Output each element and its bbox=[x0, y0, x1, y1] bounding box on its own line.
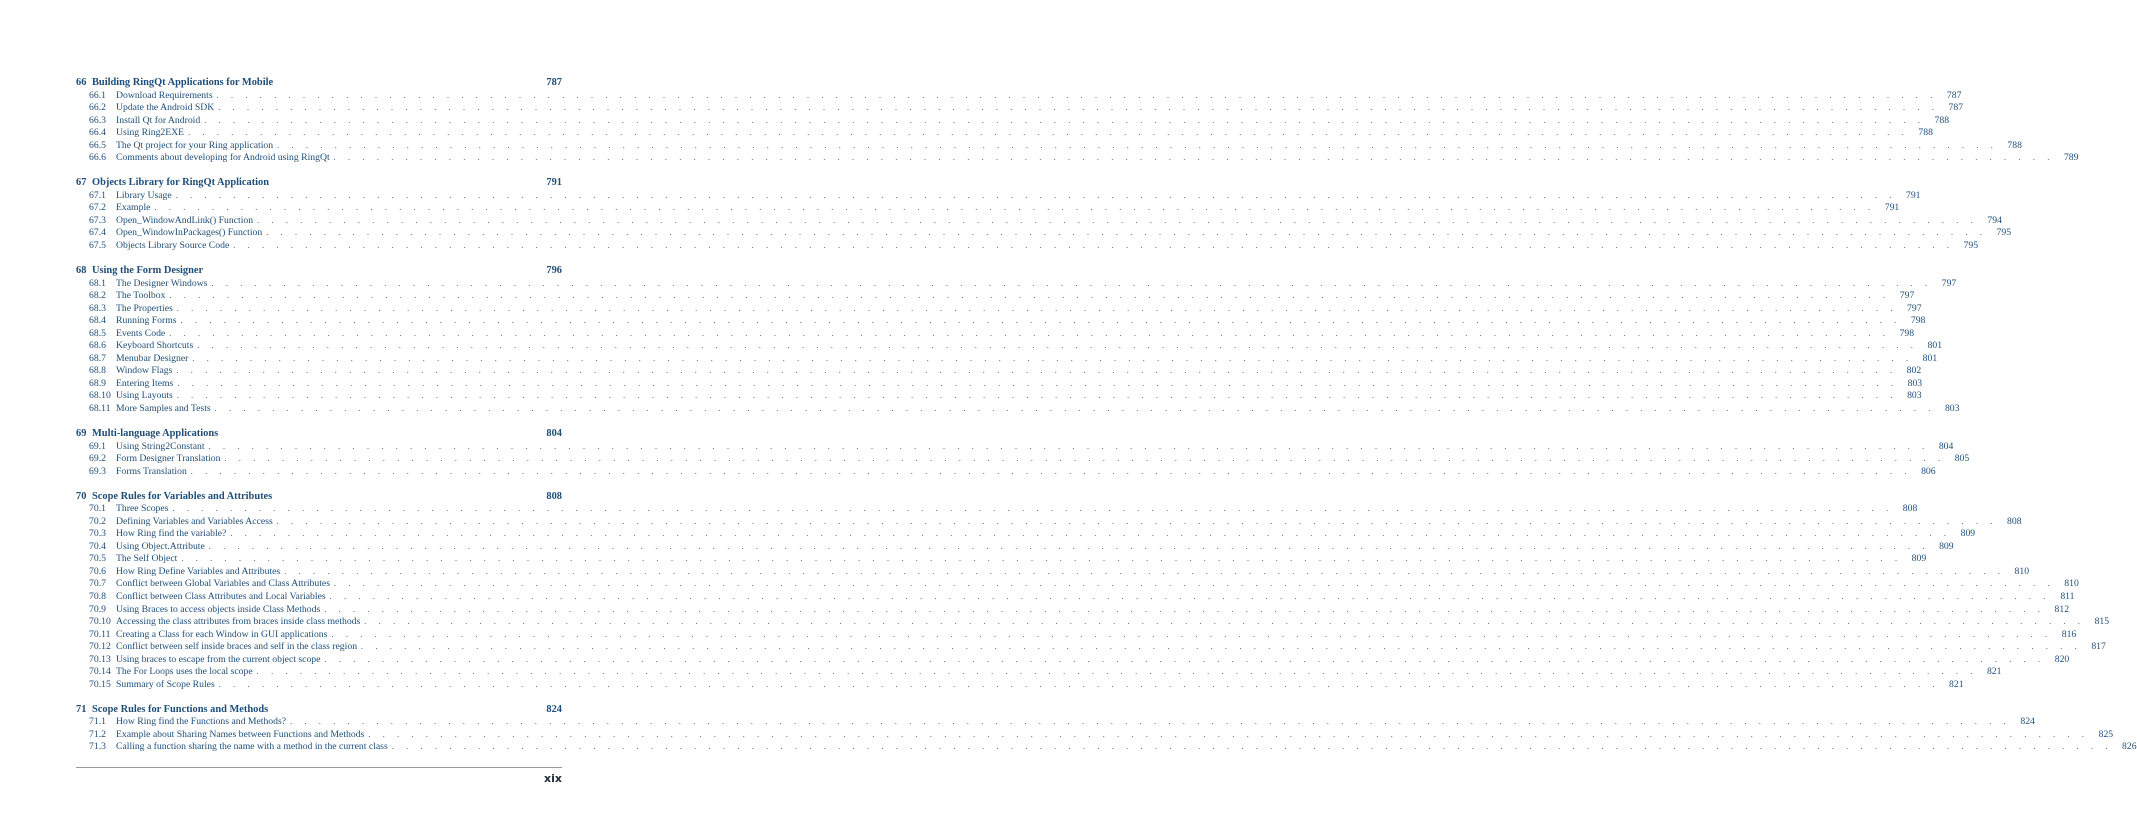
chapter-heading-link[interactable] bbox=[76, 490, 562, 503]
section-title: Entering Items bbox=[116, 377, 174, 389]
section-title: The Properties bbox=[116, 302, 173, 314]
section-number: 66.6 bbox=[89, 152, 106, 164]
section-number: 69.1 bbox=[89, 440, 106, 452]
section-link[interactable] bbox=[76, 728, 2114, 742]
section-link[interactable] bbox=[76, 127, 1933, 140]
section-page: 797 bbox=[1941, 277, 1957, 289]
footer-divider bbox=[76, 767, 562, 768]
section-number: 68.9 bbox=[89, 377, 106, 389]
section-number: 67.4 bbox=[89, 227, 106, 239]
section-link[interactable] bbox=[76, 352, 1938, 366]
section-page: 821 bbox=[1986, 666, 2002, 678]
section-number: 67.3 bbox=[89, 214, 106, 226]
section-link[interactable] bbox=[76, 741, 2137, 754]
chapter-number: 69 bbox=[76, 428, 87, 440]
section-title: Forms Translation bbox=[116, 465, 187, 477]
section-link[interactable] bbox=[76, 114, 1950, 128]
section-link[interactable] bbox=[76, 402, 1960, 416]
dot-leader: . . . . . . . . . . . . . . . . . . . . . . . . . . . . . . . . . . . . . . . . . . . . . . . . . . . . . . . . . . . . . . . . . . . . . . . . . . . . . . . . . . . . . . . . . . . . . . . . . . . . . . . . . . . . . . . . . . . . . . . . bbox=[204, 115, 1926, 125]
section-title: Update the Android SDK bbox=[116, 102, 215, 114]
section-title: More Samples and Tests bbox=[116, 402, 211, 414]
section-number: 68.11 bbox=[89, 402, 111, 414]
section-link[interactable] bbox=[76, 565, 2030, 579]
section-page: 808 bbox=[2007, 515, 2022, 527]
dot-leader: . . . . . . . . . . . . . . . . . . . . . . . . . . . . . . . . . . . . . . . . . . . . . . . . . . . . . . . . . . . . . . . . . . . . . . . . . . . . . . . . . . . . . . . . . . . . . . . . . . . . . . . . . . . . . . . . . . . . . . . . bbox=[284, 566, 2006, 576]
dot-leader: . . . . . . . . . . . . . . . . . . . . . . . . . . . . . . . . . . . . . . . . . . . . . . . . . . . . . . . . . . . . . . . . . . . . . . . . . . . . . . . . . . . . . . . . . . . . . . . . . . . . . . . . . . . . . . . . . . . . . . . . bbox=[176, 303, 1898, 313]
chapter-title: Scope Rules for Variables and Attributes bbox=[92, 490, 273, 502]
section-title: How Ring find the variable? bbox=[116, 528, 227, 540]
section-number: 68.2 bbox=[89, 290, 106, 302]
section-title: Download Requirements bbox=[116, 89, 213, 101]
section-link[interactable] bbox=[76, 616, 2110, 629]
section-number: 71.3 bbox=[89, 741, 106, 753]
dot-leader: . . . . . . . . . . . . . . . . . . . . . . . . . . . . . . . . . . . . . . . . . . . . . . . . . . . . . . . . . . . . . . . . . . . . . . . . . . . . . . . . . . . . . . . . . . . . . . . . . . . . . . . . . . . . . . . . . . . . . . . . bbox=[214, 403, 1936, 413]
section-title: Window Flags bbox=[116, 365, 173, 377]
section-link[interactable] bbox=[76, 277, 1957, 291]
section-number: 70.9 bbox=[89, 603, 106, 615]
dot-leader: . . . . . . . . . . . . . . . . . . . . . . . . . . . . . . . . . . . . . . . . . . . . . . . . . . . . . . . . . . . . . . . . . . . . . . . . . . . . . . . . . . . . . . . . . . . . . . . . . . . . . . . . . . . . . . . . . . . . . . . . bbox=[230, 529, 1952, 539]
section-page: 802 bbox=[1906, 365, 1922, 377]
section-page: 809 bbox=[1939, 540, 1954, 552]
chapter-entry bbox=[76, 427, 1970, 478]
section-number: 67.5 bbox=[89, 239, 106, 251]
section-title: Library Usage bbox=[116, 189, 172, 201]
section-link[interactable] bbox=[76, 239, 1979, 253]
section-page: 809 bbox=[1911, 553, 1927, 565]
section-link[interactable] bbox=[76, 578, 2079, 591]
section-link[interactable] bbox=[76, 189, 1921, 203]
section-number: 68.4 bbox=[89, 315, 106, 327]
section-title: Form Designer Translation bbox=[116, 453, 221, 465]
section-page: 797 bbox=[1907, 302, 1922, 314]
dot-leader: . . . . . . . . . . . . . . . . . . . . . . . . . . . . . . . . . . . . . . . . . . . . . . . . . . . . . . . . . . . . . . . . . . . . . . . . . . . . . . . . . . . . . . . . . . . . . . . . . . . . . . . . . . . . . . . . . . . . . . . . bbox=[208, 441, 1930, 451]
dot-leader: . . . . . . . . . . . . . . . . . . . . . . . . . . . . . . . . . . . . . . . . . . . . . . . . . . . . . . . . . . . . . . . . . . . . . . . . . . . . . . . . . . . . . . . . . . . . . . . . . . . . . . . . . . . . . . . . . . . . . . . . bbox=[218, 679, 1940, 689]
chapter-number: 66 bbox=[76, 77, 87, 88]
chapter-entry bbox=[76, 264, 1960, 416]
section-title: Conflict between self inside braces and self in the class region bbox=[116, 641, 358, 653]
section-page: 791 bbox=[1884, 202, 1900, 214]
dot-leader: . . . . . . . . . . . . . . . . . . . . . . . . . . . . . . . . . . . . . . . . . . . . . . . . . . . . . . . . . . . . . . . . . . . . . . . . . . . . . . . . . . . . . . . . . . . . . . . . . . . . . . . . . . . . . . . . . . . . . . . . bbox=[364, 617, 2086, 627]
section-number: 70.6 bbox=[89, 565, 106, 577]
chapter-title: Scope Rules for Functions and Methods bbox=[92, 703, 269, 715]
section-title: Calling a function sharing the name with a method in the current class bbox=[116, 741, 388, 753]
chapter-entry bbox=[76, 490, 2110, 692]
chapter-heading-link[interactable] bbox=[76, 76, 562, 89]
dot-leader: . . . . . . . . . . . . . . . . . . . . . . . . . . . . . . . . . . . . . . . . . . . . . . . . . . . . . . . . . . . . . . . . . . . . . . . . . . . . . . . . . . . . . . . . . . . . . . . . . . . . . . . . . . . . . . . . . . . . . . . . bbox=[276, 516, 1998, 526]
dot-leader: . . . . . . . . . . . . . . . . . . . . . . . . . . . . . . . . . . . . . . . . . . . . . . . . . . . . . . . . . . . . . . . . . . . . . . . . . . . . . . . . . . . . . . . . . . . . . . . . . . . . . . . . . . . . . . . . . . . . . . . . bbox=[211, 278, 1933, 288]
section-title: Defining Variables and Variables Access bbox=[116, 515, 273, 527]
section-page: 801 bbox=[1927, 340, 1943, 352]
section-page: 803 bbox=[1944, 402, 1960, 414]
section-title: Accessing the class attributes from braces inside class methods bbox=[116, 616, 361, 628]
chapter-page: 787 bbox=[546, 77, 562, 88]
dot-leader: . . . . . . . . . . . . . . . . . . . . . . . . . . . . . . . . . . . . . . . . . . . . . . . . . . . . . . . . . . . . . . . . . . . . . . . . . . . . . . . . . . . . . . . . . . . . . . . . . . . . . . . . . . . . . . . . . . . . . . . . bbox=[324, 604, 2046, 614]
dot-leader: . . . . . . . . . . . . . . . . . . . . . . . . . . . . . . . . . . . . . . . . . . . . . . . . . . . . . . . . . . . . . . . . . . . . . . . . . . . . . . . . . . . . . . . . . . . . . . . . . . . . . . . . . . . . . . . . . . . . . . . . bbox=[277, 140, 1998, 150]
section-page: 817 bbox=[2091, 641, 2106, 653]
section-title: Summary of Scope Rules bbox=[116, 678, 215, 690]
dot-leader: . . . . . . . . . . . . . . . . . . . . . . . . . . . . . . . . . . . . . . . . . . . . . . . . . . . . . . . . . . . . . . . . . . . . . . . . . . . . . . . . . . . . . . . . . . . . . . . . . . . . . . . . . . . . . . . . . . . . . . . . bbox=[256, 667, 1978, 677]
chapter-entry bbox=[76, 76, 2079, 165]
section-link[interactable] bbox=[76, 465, 1936, 479]
section-link[interactable] bbox=[76, 139, 2022, 153]
section-link[interactable] bbox=[76, 591, 2075, 604]
section-number: 69.3 bbox=[89, 465, 106, 477]
section-number: 70.3 bbox=[89, 528, 106, 540]
section-number: 70.14 bbox=[89, 666, 111, 678]
chapter-number: 68 bbox=[76, 265, 87, 277]
section-link[interactable] bbox=[76, 540, 1954, 554]
section-link[interactable] bbox=[76, 678, 1964, 692]
section-page: 795 bbox=[1963, 239, 1979, 251]
section-page: 815 bbox=[2094, 616, 2110, 628]
section-link[interactable] bbox=[76, 628, 2077, 642]
dot-leader: . . . . . . . . . . . . . . . . . . . . . . . . . . . . . . . . . . . . . . . . . . . . . . . . . . . . . . . . . . . . . . . . . . . . . . . . . . . . . . . . . . . . . . . . . . . . . . . . . . . . . . . . . . . . . . . . . . . . . . . . bbox=[331, 629, 2053, 639]
section-number: 68.3 bbox=[89, 302, 106, 314]
section-number: 70.12 bbox=[89, 641, 111, 653]
section-number: 71.1 bbox=[89, 716, 106, 728]
section-link[interactable] bbox=[76, 89, 1962, 103]
section-page: 805 bbox=[1954, 453, 1970, 465]
dot-leader: . . . . . . . . . . . . . . . . . . . . . . . . . . . . . . . . . . . . . . . . . . . . . . . . . . . . . . . . . . . . . . . . . . . . . . . . . . . . . . . . . . . . . . . . . . . . . . . . . . . . . . . . . . . . . . . . . . . . . . . . bbox=[172, 504, 1894, 514]
section-title: Install Qt for Android bbox=[116, 114, 201, 126]
section-link[interactable] bbox=[76, 202, 1900, 215]
dot-leader: . . . . . . . . . . . . . . . . . . . . . . . . . . . . . . . . . . . . . . . . . . . . . . . . . . . . . . . . . . . . . . . . . . . . . . . . . . . . . . . . . . . . . . . . . . . . . . . . . . . . . . . . . . . . . . . . . . . . . . . . bbox=[176, 366, 1898, 376]
section-title: Using Layouts bbox=[116, 390, 173, 402]
section-title: Creating a Class for each Window in GUI applications bbox=[116, 628, 328, 640]
section-title: Objects Library Source Code bbox=[116, 239, 230, 251]
section-link[interactable] bbox=[76, 553, 1927, 566]
section-page: 825 bbox=[2098, 728, 2114, 740]
chapter-entry bbox=[76, 703, 2137, 754]
dot-leader: . . . . . . . . . . . . . . . . . . . . . . . . . . . . . . . . . . . . . . . . . . . . . . . . . . . . . . . . . . . . . . . . . . . . . . . . . . . . . . . . . . . . . . . . . . . . . . . . . . . . . . . . . . . . . . . . . . . . . . . . bbox=[154, 203, 1876, 213]
dot-leader: . . . . . . . . . . . . . . . . . . . . . . . . . . . . . . . . . . . . . . . . . . . . . . . . . . . . . . . . . . . . . . . . . . . . . . . . . . . . . . . . . . . . . . . . . . . . . . . . . . . . . . . . . . . . . . . . . . . . . . . . bbox=[290, 717, 2011, 727]
dot-leader: . . . . . . . . . . . . . . . . . . . . . . . . . . . . . . . . . . . . . . . . . . . . . . . . . . . . . . . . . . . . . . . . . . . . . . . . . . . . . . . . . . . . . . . . . . . . . . . . . . . . . . . . . . . . . . . . . . . . . . . . bbox=[361, 642, 2082, 652]
section-link[interactable] bbox=[76, 102, 1964, 115]
section-page: 789 bbox=[2063, 152, 2079, 164]
section-link[interactable] bbox=[76, 327, 1915, 341]
section-link[interactable] bbox=[76, 152, 2079, 165]
dot-leader: . . . . . . . . . . . . . . . . . . . . . . . . . . . . . . . . . . . . . . . . . . . . . . . . . . . . . . . . . . . . . . . . . . . . . . . . . . . . . . . . . . . . . . . . . . . . . . . . . . . . . . . . . . . . . . . . . . . . . . . . bbox=[333, 579, 2055, 589]
section-title: Open_WindowAndLink() Function bbox=[116, 214, 254, 226]
section-link[interactable] bbox=[76, 315, 1926, 328]
section-number: 70.7 bbox=[89, 578, 106, 590]
dot-leader: . . . . . . . . . . . . . . . . . . . . . . . . . . . . . . . . . . . . . . . . . . . . . . . . . . . . . . . . . . . . . . . . . . . . . . . . . . . . . . . . . . . . . . . . . . . . . . . . . . . . . . . . . . . . . . . . . . . . . . . . bbox=[368, 729, 2090, 739]
section-number: 67.2 bbox=[89, 202, 106, 214]
section-title: Conflict between Class Attributes and Local Variables bbox=[116, 591, 326, 602]
chapter-number: 70 bbox=[76, 490, 87, 502]
section-link[interactable] bbox=[76, 666, 2002, 679]
section-number: 66.1 bbox=[89, 89, 106, 101]
section-number: 70.4 bbox=[89, 540, 106, 552]
section-link[interactable] bbox=[76, 290, 1915, 303]
section-number: 70.13 bbox=[89, 653, 111, 665]
chapter-title: Multi-language Applications bbox=[92, 428, 219, 440]
dot-leader: . . . . . . . . . . . . . . . . . . . . . . . . . . . . . . . . . . . . . . . . . . . . . . . . . . . . . . . . . . . . . . . . . . . . . . . . . . . . . . . . . . . . . . . . . . . . . . . . . . . . . . . . . . . . . . . . . . . . . . . . bbox=[180, 316, 1902, 326]
section-page: 798 bbox=[1899, 327, 1915, 339]
page-number: xix bbox=[544, 772, 562, 785]
section-link[interactable] bbox=[76, 440, 1954, 454]
section-page: 788 bbox=[1918, 127, 1933, 139]
section-page: 788 bbox=[2007, 139, 2022, 151]
chapter-page: 808 bbox=[546, 490, 562, 502]
dot-leader: . . . . . . . . . . . . . . . . . . . . . . . . . . . . . . . . . . . . . . . . . . . . . . . . . . . . . . . . . . . . . . . . . . . . . . . . . . . . . . . . . . . . . . . . . . . . . . . . . . . . . . . . . . . . . . . . . . . . . . . . bbox=[177, 378, 1899, 388]
section-title: The For Loops uses the local scope bbox=[116, 666, 253, 678]
section-title: Open_WindowInPackages() Function bbox=[116, 227, 263, 239]
section-number: 68.5 bbox=[89, 327, 106, 339]
dot-leader: . . . . . . . . . . . . . . . . . . . . . . . . . . . . . . . . . . . . . . . . . . . . . . . . . . . . . . . . . . . . . . . . . . . . . . . . . . . . . . . . . . . . . . . . . . . . . . . . . . . . . . . . . . . . . . . . . . . . . . . . bbox=[208, 541, 1930, 551]
chapter-page: 791 bbox=[546, 177, 562, 189]
section-number: 66.3 bbox=[89, 114, 106, 126]
section-page: 804 bbox=[1938, 440, 1954, 452]
section-page: 801 bbox=[1922, 352, 1938, 364]
section-page: 787 bbox=[1948, 102, 1964, 114]
section-page: 820 bbox=[2054, 653, 2070, 665]
section-page: 816 bbox=[2061, 628, 2077, 640]
section-title: Conflict between Global Variables and Class Attributes bbox=[116, 578, 330, 590]
dot-leader: . . . . . . . . . . . . . . . . . . . . . . . . . . . . . . . . . . . . . . . . . . . . . . . . . . . . . . . . . . . . . . . . . . . . . . . . . . . . . . . . . . . . . . . . . . . . . . . . . . . . . . . . . . . . . . . . . . . . . . . . bbox=[391, 742, 2113, 752]
section-link[interactable] bbox=[76, 653, 2070, 667]
section-number: 70.10 bbox=[89, 616, 111, 628]
section-title: Using braces to escape from the current object scope bbox=[116, 653, 321, 665]
section-link[interactable] bbox=[76, 365, 1922, 378]
section-title: The Designer Windows bbox=[116, 277, 208, 289]
chapter-heading-link[interactable] bbox=[76, 703, 562, 716]
section-number: 70.1 bbox=[89, 503, 106, 515]
dot-leader: . . . . . . . . . . . . . . . . . . . . . . . . . . . . . . . . . . . . . . . . . . . . . . . . . . . . . . . . . . . . . . . . . . . . . . . . . . . . . . . . . . . . . . . . . . . . . . . . . . . . . . . . . . . . . . . . . . . . . . . . bbox=[224, 454, 1946, 464]
section-page: 797 bbox=[1899, 290, 1915, 302]
section-page: 806 bbox=[1921, 465, 1936, 477]
section-link[interactable] bbox=[76, 503, 1918, 516]
section-link[interactable] bbox=[76, 515, 2022, 529]
section-title: Using Object.Attribute bbox=[116, 540, 205, 552]
chapter-page: 796 bbox=[546, 265, 562, 277]
section-page: 787 bbox=[1946, 89, 1962, 101]
dot-leader: . . . . . . . . . . . . . . . . . . . . . . . . . . . . . . . . . . . . . . . . . . . . . . . . . . . . . . . . . . . . . . . . . . . . . . . . . . . . . . . . . . . . . . . . . . . . . . . . . . . . . . . . . . . . . . . . . . . . . . . . bbox=[333, 153, 2055, 163]
section-page: 795 bbox=[1996, 227, 2012, 239]
dot-leader: . . . . . . . . . . . . . . . . . . . . . . . . . . . . . . . . . . . . . . . . . . . . . . . . . . . . . . . . . . . . . . . . . . . . . . . . . . . . . . . . . . . . . . . . . . . . . . . . . . . . . . . . . . . . . . . . . . . . . . . . bbox=[181, 554, 1903, 564]
dot-leader: . . . . . . . . . . . . . . . . . . . . . . . . . . . . . . . . . . . . . . . . . . . . . . . . . . . . . . . . . . . . . . . . . . . . . . . . . . . . . . . . . . . . . . . . . . . . . . . . . . . . . . . . . . . . . . . . . . . . . . . . bbox=[329, 592, 2051, 601]
chapter-entry bbox=[76, 176, 2012, 252]
section-title: Comments about developing for Android using RingQt bbox=[116, 152, 330, 164]
section-title: The Qt project for your Ring application bbox=[116, 139, 274, 151]
section-title: Three Scopes bbox=[116, 503, 169, 515]
chapter-number: 71 bbox=[76, 703, 87, 715]
section-title: Running Forms bbox=[116, 315, 177, 327]
section-number: 68.1 bbox=[89, 277, 106, 289]
section-title: The Toolbox bbox=[116, 290, 166, 302]
dot-leader: . . . . . . . . . . . . . . . . . . . . . . . . . . . . . . . . . . . . . . . . . . . . . . . . . . . . . . . . . . . . . . . . . . . . . . . . . . . . . . . . . . . . . . . . . . . . . . . . . . . . . . . . . . . . . . . . . . . . . . . . bbox=[169, 328, 1891, 338]
section-number: 68.7 bbox=[89, 352, 106, 364]
dot-leader: . . . . . . . . . . . . . . . . . . . . . . . . . . . . . . . . . . . . . . . . . . . . . . . . . . . . . . . . . . . . . . . . . . . . . . . . . . . . . . . . . . . . . . . . . . . . . . . . . . . . . . . . . . . . . . . . . . . . . . . . bbox=[169, 291, 1891, 301]
section-number: 68.6 bbox=[89, 340, 106, 352]
section-number: 70.11 bbox=[89, 628, 111, 640]
section-title: Using Ring2EXE bbox=[116, 127, 185, 139]
section-number: 71.2 bbox=[89, 728, 106, 740]
section-title: Using String2Constant bbox=[116, 440, 205, 452]
dot-leader: . . . . . . . . . . . . . . . . . . . . . . . . . . . . . . . . . . . . . . . . . . . . . . . . . . . . . . . . . . . . . . . . . . . . . . . . . . . . . . . . . . . . . . . . . . . . . . . . . . . . . . . . . . . . . . . . . . . . . . . . bbox=[324, 654, 2046, 664]
section-link[interactable] bbox=[76, 716, 2035, 729]
section-link[interactable] bbox=[76, 390, 1922, 403]
section-page: 826 bbox=[2122, 741, 2137, 753]
section-title: Menubar Designer bbox=[116, 352, 189, 364]
dot-leader: . . . . . . . . . . . . . . . . . . . . . . . . . . . . . . . . . . . . . . . . . . . . . . . . . . . . . . . . . . . . . . . . . . . . . . . . . . . . . . . . . . . . . . . . . . . . . . . . . . . . . . . . . . . . . . . . . . . . . . . . bbox=[218, 103, 1940, 113]
section-title: How Ring find the Functions and Methods? bbox=[116, 716, 287, 728]
section-link[interactable] bbox=[76, 377, 1923, 391]
chapter-heading-link[interactable] bbox=[76, 264, 562, 277]
dot-leader: . . . . . . . . . . . . . . . . . . . . . . . . . . . . . . . . . . . . . . . . . . . . . . . . . . . . . . . . . . . . . . . . . . . . . . . . . . . . . . . . . . . . . . . . . . . . . . . . . . . . . . . . . . . . . . . . . . . . . . . . bbox=[175, 190, 1897, 200]
dot-leader: . . . . . . . . . . . . . . . . . . . . . . . . . . . . . . . . . . . . . . . . . . . . . . . . . . . . . . . . . . . . . . . . . . . . . . . . . . . . . . . . . . . . . . . . . . . . . . . . . . . . . . . . . . . . . . . . . . . . . . . . bbox=[192, 353, 1914, 363]
section-page: 811 bbox=[2060, 591, 2075, 602]
dot-leader: . . . . . . . . . . . . . . . . . . . . . . . . . . . . . . . . . . . . . . . . . . . . . . . . . . . . . . . . . . . . . . . . . . . . . . . . . . . . . . . . . . . . . . . . . . . . . . . . . . . . . . . . . . . . . . . . . . . . . . . . bbox=[190, 466, 1912, 476]
section-title: Example about Sharing Names between Functions and Methods bbox=[116, 728, 365, 740]
section-number: 66.4 bbox=[89, 127, 106, 139]
section-title: The Self Object bbox=[116, 553, 178, 565]
dot-leader: . . . . . . . . . . . . . . . . . . . . . . . . . . . . . . . . . . . . . . . . . . . . . . . . . . . . . . . . . . . . . . . . . . . . . . . . . . . . . . . . . . . . . . . . . . . . . . . . . . . . . . . . . . . . . . . . . . . . . . . . bbox=[257, 215, 1978, 225]
dot-leader: . . . . . . . . . . . . . . . . . . . . . . . . . . . . . . . . . . . . . . . . . . . . . . . . . . . . . . . . . . . . . . . . . . . . . . . . . . . . . . . . . . . . . . . . . . . . . . . . . . . . . . . . . . . . . . . . . . . . . . . . bbox=[188, 128, 1909, 138]
section-link[interactable] bbox=[76, 528, 1976, 541]
section-page: 803 bbox=[1907, 390, 1922, 402]
section-page: 794 bbox=[1987, 214, 2002, 226]
section-number: 68.10 bbox=[89, 390, 111, 402]
section-page: 824 bbox=[2020, 716, 2035, 728]
section-page: 810 bbox=[2064, 578, 2079, 590]
section-page: 821 bbox=[1949, 678, 1964, 690]
section-page: 812 bbox=[2054, 603, 2070, 615]
dot-leader: . . . . . . . . . . . . . . . . . . . . . . . . . . . . . . . . . . . . . . . . . . . . . . . . . . . . . . . . . . . . . . . . . . . . . . . . . . . . . . . . . . . . . . . . . . . . . . . . . . . . . . . . . . . . . . . . . . . . . . . . bbox=[266, 228, 1988, 238]
section-page: 809 bbox=[1960, 528, 1976, 540]
dot-leader: . . . . . . . . . . . . . . . . . . . . . . . . . . . . . . . . . . . . . . . . . . . . . . . . . . . . . . . . . . . . . . . . . . . . . . . . . . . . . . . . . . . . . . . . . . . . . . . . . . . . . . . . . . . . . . . . . . . . . . . . bbox=[216, 90, 1938, 100]
section-number: 70.5 bbox=[89, 553, 106, 565]
section-page: 808 bbox=[1902, 503, 1918, 515]
chapter-title: Using the Form Designer bbox=[92, 265, 204, 277]
section-page: 810 bbox=[2014, 565, 2030, 577]
section-title: Example bbox=[116, 202, 151, 214]
section-link[interactable] bbox=[76, 641, 2106, 654]
chapter-heading-link[interactable] bbox=[76, 176, 562, 189]
section-link[interactable] bbox=[76, 302, 1922, 316]
section-page: 798 bbox=[1910, 315, 1926, 327]
section-title: Keyboard Shortcuts bbox=[116, 340, 194, 352]
section-page: 803 bbox=[1907, 377, 1923, 389]
section-number: 70.8 bbox=[89, 591, 106, 602]
section-title: How Ring Define Variables and Attributes bbox=[116, 565, 281, 577]
section-number: 70.15 bbox=[89, 678, 111, 690]
chapter-heading-link[interactable] bbox=[76, 427, 562, 440]
section-number: 69.2 bbox=[89, 453, 106, 465]
section-number: 70.2 bbox=[89, 515, 106, 527]
chapter-list bbox=[76, 76, 2137, 754]
section-number: 66.5 bbox=[89, 139, 106, 151]
chapter-page: 804 bbox=[546, 428, 562, 440]
section-link[interactable] bbox=[76, 214, 2002, 228]
chapter-page: 824 bbox=[546, 703, 562, 715]
section-title: Events Code bbox=[116, 327, 166, 339]
section-link[interactable] bbox=[76, 453, 1970, 466]
chapter-number: 67 bbox=[76, 177, 87, 189]
chapter-title: Objects Library for RingQt Application bbox=[92, 177, 270, 189]
section-title: Using Braces to access objects inside Class Methods bbox=[116, 603, 321, 615]
dot-leader: . . . . . . . . . . . . . . . . . . . . . . . . . . . . . . . . . . . . . . . . . . . . . . . . . . . . . . . . . . . . . . . . . . . . . . . . . . . . . . . . . . . . . . . . . . . . . . . . . . . . . . . . . . . . . . . . . . . . . . . . bbox=[233, 240, 1955, 250]
section-link[interactable] bbox=[76, 340, 1943, 353]
section-number: 67.1 bbox=[89, 189, 106, 201]
dot-leader: . . . . . . . . . . . . . . . . . . . . . . . . . . . . . . . . . . . . . . . . . . . . . . . . . . . . . . . . . . . . . . . . . . . . . . . . . . . . . . . . . . . . . . . . . . . . . . . . . . . . . . . . . . . . . . . . . . . . . . . . bbox=[197, 341, 1919, 351]
section-number: 66.2 bbox=[89, 102, 106, 114]
section-link[interactable] bbox=[76, 227, 2012, 240]
section-page: 791 bbox=[1905, 189, 1921, 201]
section-link[interactable] bbox=[76, 603, 2070, 617]
chapter-title: Building RingQt Applications for Mobile bbox=[92, 77, 274, 88]
dot-leader: . . . . . . . . . . . . . . . . . . . . . . . . . . . . . . . . . . . . . . . . . . . . . . . . . . . . . . . . . . . . . . . . . . . . . . . . . . . . . . . . . . . . . . . . . . . . . . . . . . . . . . . . . . . . . . . . . . . . . . . . bbox=[176, 391, 1898, 401]
section-number: 68.8 bbox=[89, 365, 106, 377]
section-page: 788 bbox=[1934, 114, 1950, 126]
table-of-contents bbox=[76, 76, 2137, 766]
